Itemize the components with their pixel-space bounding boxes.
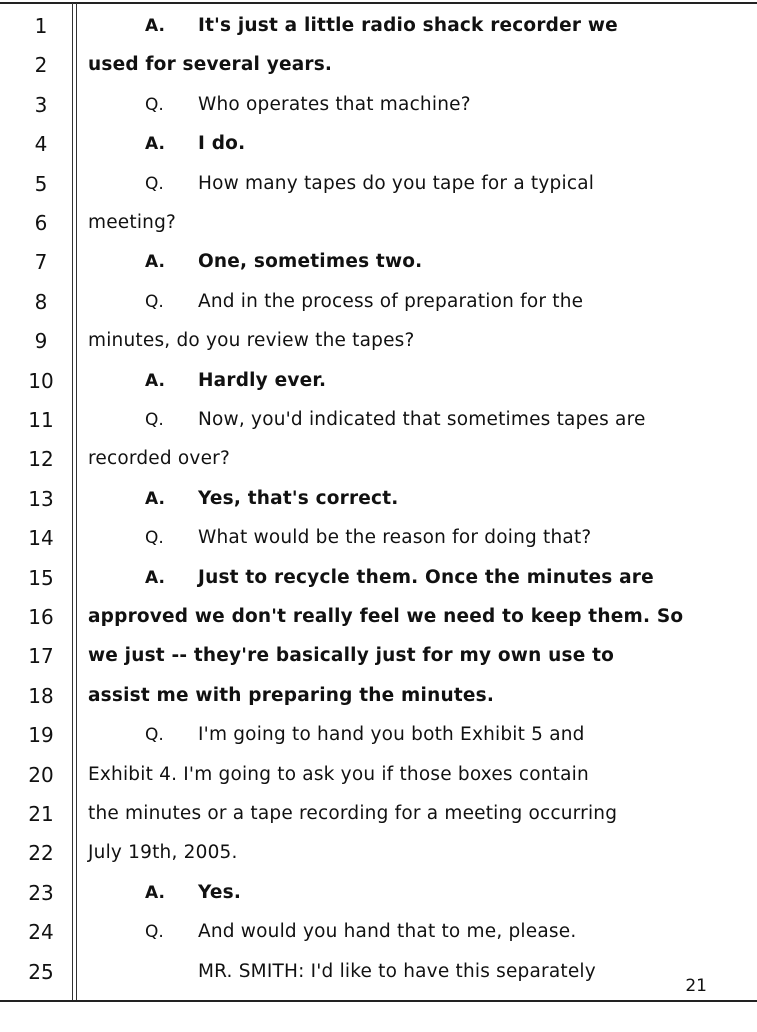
transcript-line (0, 406, 757, 445)
transcript-line (0, 761, 757, 800)
line-number: 11 (28, 408, 54, 432)
transcript-line (0, 367, 757, 406)
line-text: recorded over? (88, 448, 230, 470)
transcript-line (0, 445, 757, 484)
line-text: Now, you'd indicated that sometimes tapes are (198, 409, 646, 430)
transcript-line (0, 327, 757, 366)
line-text: used for several years. (88, 54, 333, 76)
line-number: 13 (28, 486, 54, 511)
line-number: 10 (28, 368, 54, 393)
transcript-line (0, 288, 757, 327)
transcript-line (0, 642, 757, 681)
line-number: 21 (28, 802, 54, 826)
top-border (0, 2, 757, 4)
transcript-line (0, 12, 757, 51)
line-number: 2 (34, 53, 48, 78)
line-number: 1 (34, 14, 48, 38)
line-text: Just to recycle them. Once the minutes are (198, 566, 654, 588)
line-text: minutes, do you review the tapes? (88, 330, 415, 352)
transcript-line (0, 721, 757, 760)
speaker-label: A. (145, 488, 165, 509)
line-number: 4 (34, 132, 48, 157)
line-number: 7 (34, 250, 48, 275)
line-text: How many tapes do you tape for a typical (198, 172, 595, 194)
transcript-line (0, 209, 757, 248)
line-number: 19 (28, 723, 54, 748)
line-text: the minutes or a tape recording for a meeting occurring (88, 803, 618, 824)
speaker-label: Q. (145, 725, 164, 746)
line-number: 14 (28, 526, 54, 551)
speaker-label: Q. (145, 173, 164, 194)
line-number: 12 (28, 447, 54, 472)
transcript-line (0, 564, 757, 603)
bottom-border (0, 1000, 757, 1002)
transcript-line (0, 603, 757, 642)
line-number: 18 (28, 683, 54, 708)
transcript-line (0, 170, 757, 209)
transcript-line (0, 248, 757, 287)
line-text: meeting? (88, 212, 177, 233)
line-number: 25 (28, 959, 54, 984)
line-number: 23 (28, 880, 54, 905)
line-number: 3 (34, 92, 48, 117)
speaker-label: Q. (145, 291, 164, 312)
speaker-label: Q. (145, 528, 164, 549)
line-number: 16 (28, 605, 54, 629)
page-number: 21 (685, 976, 707, 996)
line-text: And in the process of preparation for the (198, 290, 584, 312)
line-text: Hardly ever. (198, 369, 327, 391)
speaker-label: Q. (145, 922, 164, 943)
line-number: 17 (28, 644, 54, 669)
line-number: 5 (34, 171, 48, 196)
speaker-label: A. (145, 882, 165, 903)
line-text: Who operates that machine? (198, 93, 471, 115)
transcript-line (0, 839, 757, 878)
transcript-line (0, 682, 757, 721)
line-text: MR. SMITH: I'd like to have this separately (198, 960, 596, 982)
speaker-label: Q. (145, 410, 164, 430)
speaker-label: A. (145, 567, 165, 588)
line-text: we just -- they're basically just for my own use to (88, 645, 615, 667)
line-text: July 19th, 2005. (88, 842, 238, 864)
transcript-line (0, 485, 757, 524)
line-number: 8 (34, 289, 48, 314)
transcript-line (0, 918, 757, 957)
speaker-label: A. (145, 134, 165, 155)
transcript-line (0, 130, 757, 169)
transcript-line (0, 51, 757, 90)
speaker-label: A. (145, 252, 165, 273)
line-number: 24 (28, 920, 54, 945)
line-text: It's just a little radio shack recorder we (198, 15, 618, 36)
line-text: assist me with preparing the minutes. (88, 684, 495, 706)
line-text: approved we don't really feel we need to keep them. So (88, 606, 684, 627)
speaker-label: Q. (145, 94, 164, 115)
transcript-line (0, 524, 757, 563)
line-number: 22 (28, 841, 54, 866)
line-number: 20 (28, 762, 54, 787)
line-text: I'm going to hand you both Exhibit 5 and (198, 724, 585, 746)
line-number: 15 (28, 565, 54, 590)
line-number: 9 (34, 329, 48, 354)
transcript-line (0, 91, 757, 130)
line-text: What would be the reason for doing that? (198, 527, 592, 549)
transcript-line (0, 879, 757, 918)
line-text: And would you hand that to me, please. (198, 921, 577, 943)
speaker-label: A. (145, 370, 165, 391)
line-text: Yes, that's correct. (198, 487, 399, 509)
speaker-label: A. (145, 16, 165, 36)
line-text: Exhibit 4. I'm going to ask you if those boxes contain (88, 763, 589, 785)
line-text: Yes. (198, 881, 242, 903)
line-text: One, sometimes two. (198, 251, 423, 273)
line-text: I do. (198, 133, 246, 155)
transcript-line (0, 958, 757, 997)
line-number: 6 (34, 211, 48, 235)
transcript-line (0, 800, 757, 839)
